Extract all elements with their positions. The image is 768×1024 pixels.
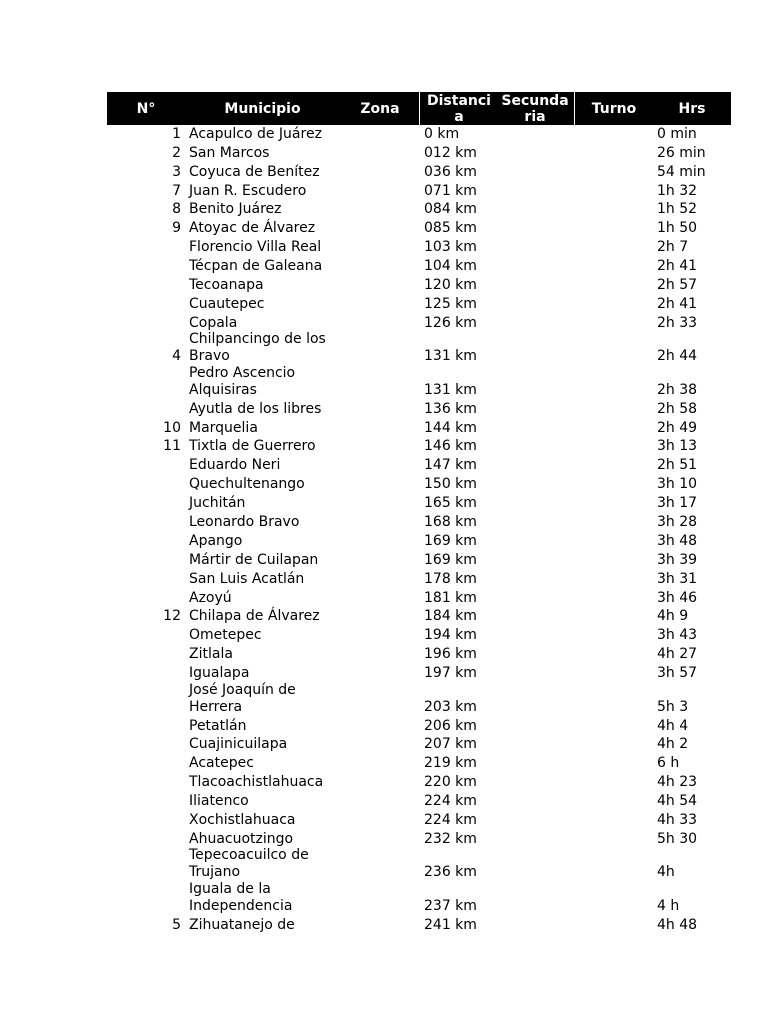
cell-distancia: 236 km	[424, 864, 477, 881]
cell-hrs: 4h 27	[657, 646, 698, 663]
table-row	[107, 754, 731, 773]
cell-hrs: 3h 46	[657, 589, 698, 606]
cell-distancia: 184 km	[424, 608, 477, 625]
cell-hrs: 4h	[657, 864, 675, 881]
cell-hrs: 3h 43	[657, 627, 698, 644]
cell-hrs: 5h 30	[657, 830, 698, 847]
cell-hrs: 1h 50	[657, 220, 698, 237]
cell-municipio: Copala	[189, 314, 238, 331]
cell-municipio: Tecoanapa	[189, 277, 264, 294]
cell-distancia: 120 km	[424, 277, 477, 294]
table-row	[107, 163, 731, 182]
cell-hrs: 2h 38	[657, 381, 698, 398]
cell-num: 1	[172, 125, 181, 142]
cell-municipio: Técpan de Galeana	[189, 258, 323, 275]
cell-municipio: Eduardo Neri	[189, 457, 281, 474]
table-row	[107, 916, 731, 935]
cell-num: 9	[172, 220, 181, 237]
cell-distancia: 224 km	[424, 793, 477, 810]
cell-municipio: Tixtla de Guerrero	[189, 438, 316, 455]
table-row	[107, 683, 731, 717]
cell-distancia: 150 km	[424, 476, 477, 493]
cell-num: 7	[172, 182, 181, 199]
cell-hrs: 3h 48	[657, 532, 698, 549]
cell-municipio: Igualapa	[189, 665, 250, 682]
cell-hrs: 4h 23	[657, 774, 698, 791]
cell-hrs: 4h 33	[657, 812, 698, 828]
cell-num: 10	[163, 419, 181, 436]
cell-municipio: Benito Juárez	[189, 201, 282, 218]
cell-municipio: Ometepec	[189, 627, 262, 644]
cell-distancia: 085 km	[424, 220, 477, 237]
cell-hrs: 4h 2	[657, 736, 689, 753]
cell-municipio: Ayutla de los libres	[189, 400, 322, 417]
cell-distancia: 146 km	[424, 438, 477, 455]
header-municipio: Municipio	[224, 100, 301, 117]
cell-hrs: 4h 54	[657, 793, 698, 810]
cell-hrs: 0 min	[657, 125, 697, 142]
cell-distancia: 131 km	[424, 381, 477, 398]
table-row	[107, 438, 731, 457]
cell-distancia: 197 km	[424, 665, 477, 682]
table-row	[107, 125, 731, 144]
cell-distancia: 206 km	[424, 717, 477, 734]
cell-hrs: 2h 49	[657, 419, 698, 436]
table-row	[107, 219, 731, 238]
cell-municipio: José Joaquín de Herrera	[189, 681, 296, 715]
cell-distancia: 181 km	[424, 589, 477, 606]
cell-hrs: 4 h	[657, 897, 680, 914]
cell-distancia: 196 km	[424, 646, 477, 663]
cell-municipio: San Marcos	[189, 144, 270, 161]
table-row	[107, 792, 731, 811]
cell-municipio: Ahuacuotzingo	[189, 830, 294, 847]
table-row	[107, 494, 731, 513]
table-row	[107, 736, 731, 755]
cell-municipio: Iguala de la Independencia	[189, 880, 293, 914]
cell-municipio: Tlacoachistlahuaca	[189, 774, 324, 791]
cell-distancia: 131 km	[424, 348, 477, 365]
cell-municipio: Iliatenco	[189, 793, 249, 810]
cell-hrs: 2h 57	[657, 277, 698, 294]
cell-municipio: San Luis Acatlán	[189, 570, 305, 587]
table-row	[107, 626, 731, 645]
table-row	[107, 276, 731, 295]
cell-distancia: 071 km	[424, 182, 477, 199]
cell-distancia: 203 km	[424, 698, 477, 715]
table-row	[107, 513, 731, 532]
table-row	[107, 295, 731, 314]
cell-municipio: Zitlala	[189, 646, 233, 663]
cell-hrs: 1h 52	[657, 201, 698, 218]
table-row	[107, 849, 731, 883]
table-row	[107, 419, 731, 438]
cell-municipio: Chilpancingo de los Bravo	[189, 331, 326, 365]
cell-hrs: 4h 9	[657, 608, 689, 625]
table-row	[107, 882, 731, 916]
table-row	[107, 717, 731, 736]
table-row	[107, 532, 731, 551]
table-row	[107, 830, 731, 849]
cell-distancia: 178 km	[424, 570, 477, 587]
cell-municipio: Atoyac de Álvarez	[189, 220, 316, 237]
table-row	[107, 475, 731, 494]
cell-distancia: 084 km	[424, 201, 477, 218]
cell-municipio: Apango	[189, 532, 243, 549]
cell-hrs: 2h 33	[657, 314, 698, 331]
cell-hrs: 3h 10	[657, 476, 698, 493]
cell-distancia: 169 km	[424, 532, 477, 549]
cell-municipio: Chilapa de Álvarez	[189, 608, 320, 625]
table-row	[107, 570, 731, 589]
cell-distancia: 144 km	[424, 419, 477, 436]
table-row	[107, 182, 731, 201]
cell-num: 2	[172, 144, 181, 161]
cell-num: 5	[172, 916, 181, 933]
cell-municipio: Acatepec	[189, 755, 254, 772]
cell-num: 11	[163, 438, 181, 455]
cell-hrs: 3h 31	[657, 570, 698, 587]
table-row	[107, 811, 731, 830]
cell-distancia: 126 km	[424, 314, 477, 331]
table-row	[107, 608, 731, 627]
header-zona: Zona	[360, 100, 400, 117]
cell-hrs: 3h 17	[657, 495, 698, 512]
cell-hrs: 6 h	[657, 755, 680, 772]
table-row	[107, 144, 731, 163]
table-row	[107, 645, 731, 664]
cell-municipio: Cuautepec	[189, 295, 265, 312]
cell-municipio: Xochistlahuaca	[189, 812, 296, 828]
cell-municipio: Petatlán	[189, 717, 247, 734]
cell-municipio: Azoyú	[189, 589, 232, 606]
table-row	[107, 314, 731, 333]
cell-hrs: 3h 13	[657, 438, 698, 455]
cell-distancia: 0 km	[424, 125, 460, 142]
cell-hrs: 2h 41	[657, 295, 698, 312]
cell-num: 8	[172, 201, 181, 218]
header-distancia: Distanci a	[427, 92, 491, 125]
cell-hrs: 3h 28	[657, 514, 698, 531]
table-row	[107, 589, 731, 608]
cell-distancia: 237 km	[424, 897, 477, 914]
cell-distancia: 169 km	[424, 551, 477, 568]
cell-municipio: Juan R. Escudero	[189, 182, 307, 199]
table-row	[107, 551, 731, 570]
cell-num: 12	[163, 608, 181, 625]
cell-distancia: 104 km	[424, 258, 477, 275]
cell-distancia: 147 km	[424, 457, 477, 474]
header-divider	[419, 92, 420, 125]
cell-num: 3	[172, 163, 181, 180]
cell-distancia: 165 km	[424, 495, 477, 512]
cell-hrs: 2h 41	[657, 258, 698, 275]
cell-hrs: 2h 58	[657, 400, 698, 417]
cell-municipio: Acapulco de Juárez	[189, 125, 322, 142]
cell-municipio: Florencio Villa Real	[189, 239, 322, 256]
cell-municipio: Marquelia	[189, 419, 258, 436]
cell-distancia: 194 km	[424, 627, 477, 644]
header-num: N°	[136, 100, 156, 117]
cell-hrs: 3h 57	[657, 665, 698, 682]
table-row	[107, 400, 731, 419]
table-row	[107, 456, 731, 475]
cell-hrs: 5h 3	[657, 698, 689, 715]
municipios-table	[107, 92, 731, 935]
table-row	[107, 257, 731, 276]
table-row	[107, 366, 731, 400]
cell-hrs: 1h 32	[657, 182, 698, 199]
table-row	[107, 238, 731, 257]
cell-distancia: 136 km	[424, 400, 477, 417]
cell-municipio: Juchitán	[189, 495, 246, 512]
cell-distancia: 168 km	[424, 514, 477, 531]
cell-municipio: Tepecoacuilco de Trujano	[189, 847, 309, 881]
table-header	[107, 92, 731, 125]
cell-distancia: 224 km	[424, 812, 477, 828]
cell-hrs: 2h 7	[657, 239, 689, 256]
header-secundaria: Secunda ria	[501, 92, 569, 125]
cell-municipio: Pedro Ascencio Alquisiras	[189, 364, 296, 398]
header-turno: Turno	[591, 100, 637, 117]
cell-distancia: 232 km	[424, 830, 477, 847]
table-row	[107, 201, 731, 220]
table-row	[107, 773, 731, 792]
cell-hrs: 2h 44	[657, 348, 698, 365]
cell-municipio: Mártir de Cuilapan	[189, 551, 319, 568]
cell-distancia: 220 km	[424, 774, 477, 791]
cell-num: 4	[172, 348, 181, 365]
cell-distancia: 241 km	[424, 916, 477, 933]
cell-distancia: 012 km	[424, 144, 477, 161]
cell-distancia: 103 km	[424, 239, 477, 256]
cell-hrs: 3h 39	[657, 551, 698, 568]
cell-municipio: Coyuca de Benítez	[189, 163, 320, 180]
cell-hrs: 4h 4	[657, 717, 689, 734]
cell-municipio: Zihuatanejo de	[189, 916, 295, 933]
cell-hrs: 54 min	[657, 163, 706, 180]
cell-municipio: Quechultenango	[189, 476, 305, 493]
cell-distancia: 036 km	[424, 163, 477, 180]
cell-distancia: 207 km	[424, 736, 477, 753]
cell-distancia: 219 km	[424, 755, 477, 772]
cell-municipio: Cuajinicuilapa	[189, 736, 288, 753]
cell-distancia: 125 km	[424, 295, 477, 312]
cell-hrs: 2h 51	[657, 457, 698, 474]
cell-hrs: 4h 48	[657, 916, 698, 933]
table-row	[107, 333, 731, 367]
header-hrs: Hrs	[678, 100, 706, 117]
cell-hrs: 26 min	[657, 144, 706, 161]
table-row	[107, 664, 731, 683]
cell-municipio: Leonardo Bravo	[189, 514, 300, 531]
table-body	[107, 125, 731, 935]
